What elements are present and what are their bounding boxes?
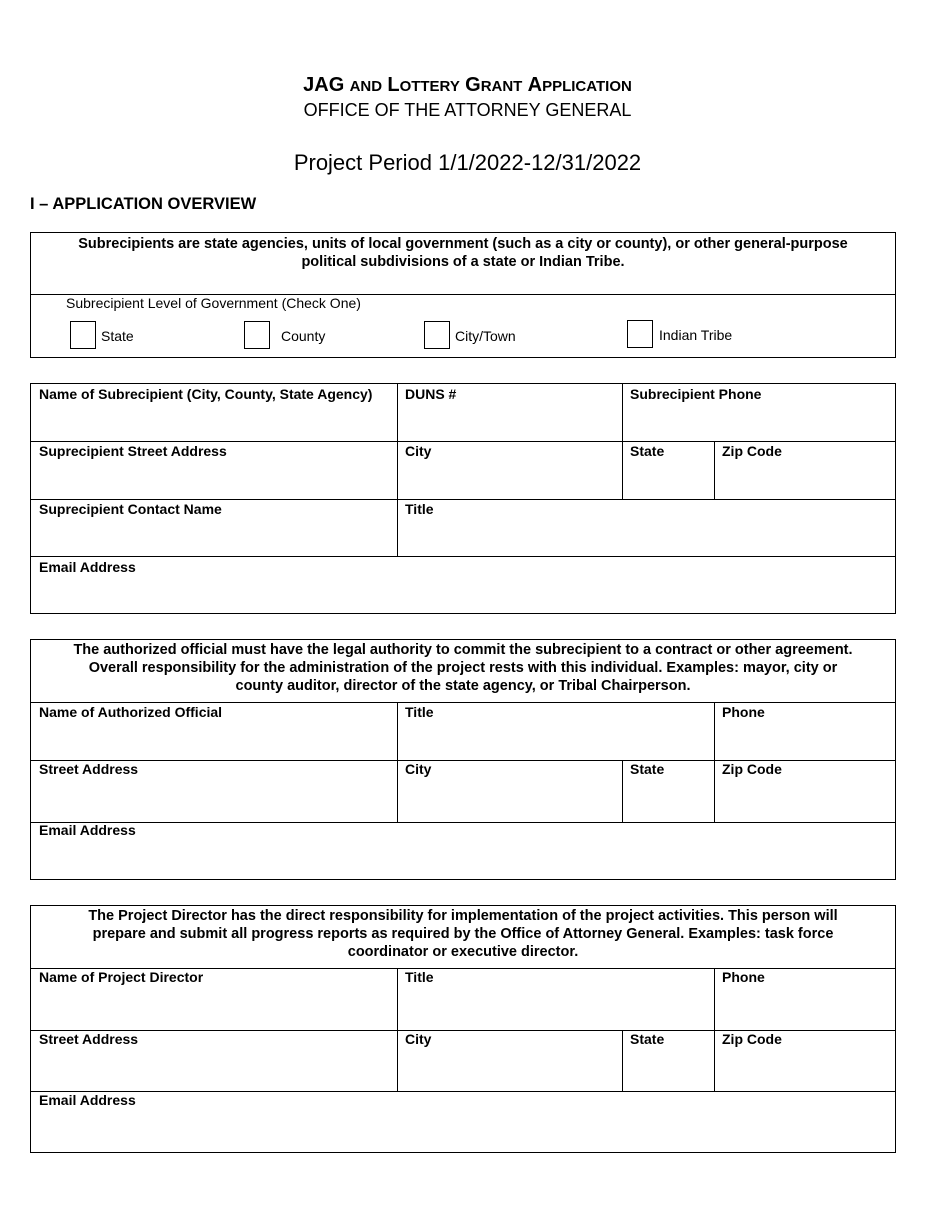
form-title bbox=[0, 74, 935, 97]
checkbox-city-town-label: City/Town bbox=[455, 328, 516, 344]
divider bbox=[714, 702, 715, 822]
subrecipient-name-field[interactable]: Name of Subrecipient (City, County, State Agency) bbox=[39, 386, 373, 402]
divider bbox=[622, 1030, 623, 1091]
divider bbox=[31, 499, 895, 500]
divider bbox=[397, 384, 398, 556]
divider bbox=[714, 968, 715, 1091]
subrecipient-level-box bbox=[30, 232, 896, 358]
official-city-field[interactable]: City bbox=[405, 761, 432, 777]
checkbox-state-label: State bbox=[101, 328, 134, 344]
divider bbox=[714, 441, 715, 499]
official-email-field[interactable]: Email Address bbox=[39, 822, 136, 838]
divider bbox=[31, 441, 895, 442]
director-note-line3: coordinator or executive director. bbox=[347, 944, 579, 960]
director-zip-field[interactable]: Zip Code bbox=[722, 1031, 782, 1047]
official-street-field[interactable]: Street Address bbox=[39, 761, 139, 777]
checkbox-city-town[interactable] bbox=[424, 321, 450, 349]
director-note-line2: prepare and submit all progress reports as required by the Office of Attorney General. Examples: task force bbox=[92, 926, 834, 942]
director-email-field[interactable]: Email Address bbox=[39, 1092, 136, 1108]
divider bbox=[31, 556, 895, 557]
director-note-line1: The Project Director has the direct responsibility for implementation of the project activities. This person will bbox=[88, 908, 838, 924]
duns-field[interactable]: DUNS # bbox=[405, 386, 457, 402]
office-name: OFFICE OF THE ATTORNEY GENERAL bbox=[303, 100, 632, 120]
official-phone-field[interactable]: Phone bbox=[722, 704, 765, 720]
divider bbox=[622, 760, 623, 822]
director-city-field[interactable]: City bbox=[405, 1031, 432, 1047]
subrecipient-street-field[interactable]: Suprecipient Street Address bbox=[39, 443, 227, 459]
title-ottery: OTTERY bbox=[399, 78, 460, 95]
director-note bbox=[31, 907, 895, 961]
authorized-official-table bbox=[30, 639, 896, 880]
divider bbox=[397, 702, 398, 822]
title-pplication: PPLICATION bbox=[542, 78, 632, 95]
official-note-line1: The authorized official must have the legal authority to commit the subrecipient to a contract or other agreement. bbox=[73, 642, 853, 658]
divider bbox=[31, 822, 895, 823]
subrecipient-email-field[interactable]: Email Address bbox=[39, 559, 136, 575]
official-title-field[interactable]: Title bbox=[405, 704, 434, 720]
subrecipient-table bbox=[30, 383, 896, 614]
divider bbox=[31, 1091, 895, 1092]
checkbox-county[interactable] bbox=[244, 321, 270, 349]
subrecipient-note-line2: political subdivisions of a state or Indian Tribe. bbox=[301, 254, 625, 270]
divider bbox=[397, 968, 398, 1091]
subrecipient-note bbox=[31, 235, 895, 271]
level-label: Subrecipient Level of Government (Check One) bbox=[66, 295, 361, 311]
title-rant: RANT bbox=[480, 78, 523, 95]
subrecipient-contact-field[interactable]: Suprecipient Contact Name bbox=[39, 501, 222, 517]
subrecipient-title-field[interactable]: Title bbox=[405, 501, 434, 517]
subrecipient-city-field[interactable]: City bbox=[405, 443, 432, 459]
official-note bbox=[31, 641, 895, 695]
director-phone-field[interactable]: Phone bbox=[722, 969, 765, 985]
checkbox-indian-tribe[interactable] bbox=[627, 320, 653, 348]
official-name-field[interactable]: Name of Authorized Official bbox=[39, 704, 223, 720]
divider bbox=[622, 384, 623, 499]
title-jag: JAG bbox=[303, 74, 345, 96]
checkbox-state[interactable] bbox=[70, 321, 96, 349]
director-title-field[interactable]: Title bbox=[405, 969, 434, 985]
title-and: AND bbox=[349, 78, 383, 95]
subrecipient-note-line1: Subrecipients are state agencies, units of local government (such as a city or county), or other general-purpose bbox=[78, 236, 848, 252]
subrecipient-state-field[interactable]: State bbox=[630, 443, 665, 459]
divider bbox=[31, 702, 895, 703]
official-state-field[interactable]: State bbox=[630, 761, 665, 777]
director-name-field[interactable]: Name of Project Director bbox=[39, 969, 204, 985]
title-l: L bbox=[387, 74, 400, 96]
title-a: A bbox=[527, 74, 543, 96]
project-director-table bbox=[30, 905, 896, 1153]
checkbox-indian-tribe-label: Indian Tribe bbox=[659, 327, 733, 343]
director-street-field[interactable]: Street Address bbox=[39, 1031, 139, 1047]
director-state-field[interactable]: State bbox=[630, 1031, 665, 1047]
title-g: G bbox=[465, 74, 481, 96]
project-period: Project Period 1/1/2022-12/31/2022 bbox=[293, 150, 642, 175]
subrecipient-phone-field[interactable]: Subrecipient Phone bbox=[630, 386, 762, 402]
section-title: I – APPLICATION OVERVIEW bbox=[30, 195, 257, 213]
official-note-line3: county auditor, director of the state agency, or Tribal Chairperson. bbox=[235, 678, 691, 694]
subrecipient-zip-field[interactable]: Zip Code bbox=[722, 443, 782, 459]
official-note-line2: Overall responsibility for the administration of the project rests with this individual. Examples: mayor, city or bbox=[88, 660, 838, 676]
checkbox-county-label: County bbox=[281, 328, 326, 344]
official-zip-field[interactable]: Zip Code bbox=[722, 761, 782, 777]
